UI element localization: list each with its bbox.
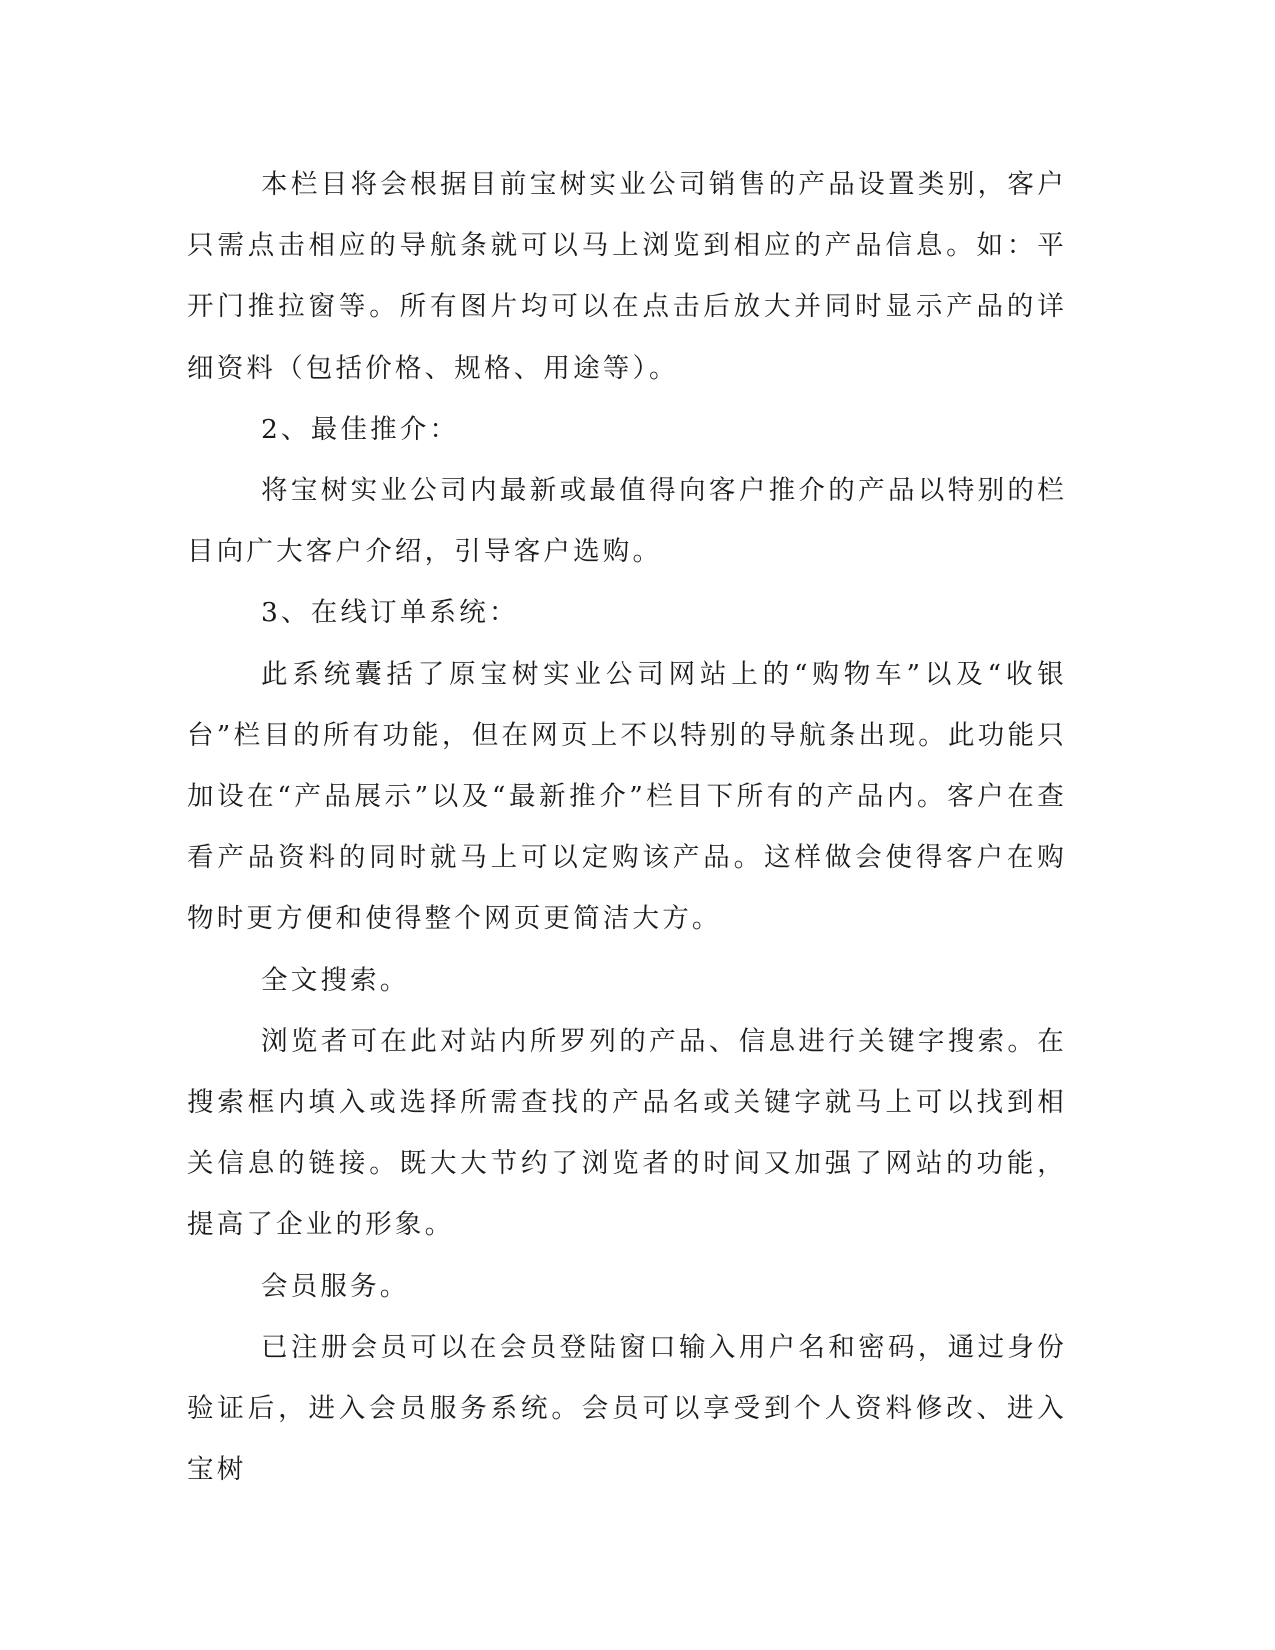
heading-best-recommendation: 2、最佳推介： bbox=[261, 413, 460, 445]
paragraph-product-display: 本栏目将会根据目前宝树实业公司销售的产品设置类别，客户只需点击相应的导航条就可以马上浏览到相应的产品信息。如：平开门推拉窗等。所有图片均可以在点击后放大并同时显示产品的详细资料（包括价格、规格、用途等）。 bbox=[187, 169, 1067, 384]
paragraph-member-service: 已注册会员可以在会员登陆窗口输入用户名和密码，通过身份验证后，进入会员服务系统。会员可以享受到个人资料修改、进入宝树 bbox=[187, 1331, 1067, 1486]
heading-online-order-system: 3、在线订单系统： bbox=[261, 597, 519, 629]
paragraph-best-recommendation: 将宝树实业公司内最新或最值得向客户推介的产品以特别的栏目向广大客户介绍，引导客户选购。 bbox=[187, 475, 1067, 568]
paragraph-full-text-search: 浏览者可在此对站内所罗列的产品、信息进行关键字搜索。在搜索框内填入或选择所需查找的产品名或关键字就马上可以找到相关信息的链接。既大大节约了浏览者的时间又加强了网站的功能，提高了企业的形象。 bbox=[187, 1025, 1067, 1241]
paragraph-online-order-system: 此系统囊括了原宝树实业公司网站上的“购物车”以及“收银台”栏目的所有功能，但在网页上不以特别的导航条出现。此功能只加设在“产品展示”以及“最新推介”栏目下所有的产品内。客户在查看产品资料的同时就马上可以定购该产品。这样做会使得客户在购物时更方便和使得整个网页更简洁大方。 bbox=[187, 658, 1067, 935]
heading-full-text-search: 全文搜索。 bbox=[261, 964, 410, 996]
document-body bbox=[187, 154, 1067, 1500]
heading-member-service: 会员服务。 bbox=[261, 1270, 410, 1302]
